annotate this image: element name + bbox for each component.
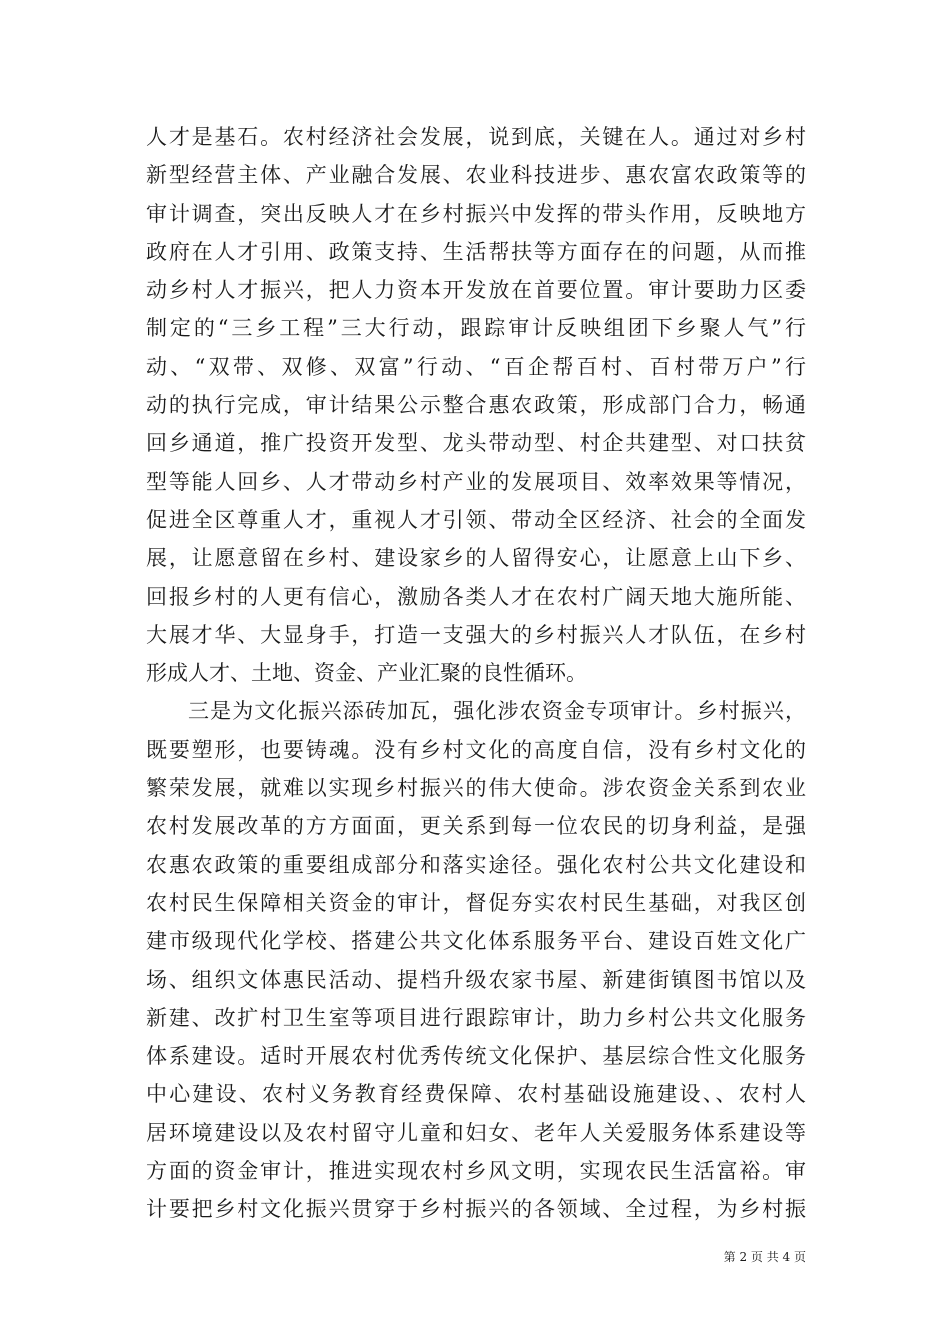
text-line: 场、组织文体惠民活动、提档升级农家书屋、新建街镇图书馆以及	[146, 967, 806, 992]
paragraph-first-line: 三是为文化振兴添砖加瓦，强化涉农资金专项审计。乡村振兴，	[188, 699, 806, 724]
text-line: 动的执行完成，审计结果公示整合惠农政策，形成部门合力，畅通	[146, 393, 806, 418]
text-line: 农村民生保障相关资金的审计，督促夯实农村民生基础，对我区创	[146, 890, 806, 915]
text-line: 方面的资金审计，推进实现农村乡风文明，实现农民生活富裕。审	[146, 1159, 806, 1184]
text-line: 既要塑形，也要铸魂。没有乡村文化的高度自信，没有乡村文化的	[146, 737, 806, 762]
text-line: 型等能人回乡、人才带动乡村产业的发展项目、效率效果等情况，	[146, 469, 806, 494]
text-line: 中心建设、农村义务教育经费保障、农村基础设施建设、、农村人	[146, 1082, 806, 1107]
text-line: 新建、改扩村卫生室等项目进行跟踪审计，助力乡村公共文化服务	[146, 1005, 806, 1030]
text-line: 形成人才、土地、资金、产业汇聚的良性循环。	[146, 661, 587, 686]
text-line: 人才是基石。农村经济社会发展，说到底，关键在人。通过对乡村	[146, 125, 806, 149]
text-line: 农惠农政策的重要组成部分和落实途径。强化农村公共文化建设和	[146, 852, 806, 877]
text-line: 审计调查，突出反映人才在乡村振兴中发挥的带头作用，反映地方	[146, 201, 806, 226]
text-line: 促进全区尊重人才，重视人才引领、带动全区经济、社会的全面发	[146, 507, 806, 532]
text-line: 政府在人才引用、政策支持、生活帮扶等方面存在的问题，从而推	[146, 239, 806, 264]
text-line: 大展才华、大显身手，打造一支强大的乡村振兴人才队伍，在乡村	[146, 622, 806, 647]
text-line: 体系建设。适时开展农村优秀传统文化保护、基层综合性文化服务	[146, 1044, 806, 1069]
text-line: 动、“双带、双修、双富”行动、“百企帮百村、百村带万户”行	[146, 354, 806, 379]
text-line: 计要把乡村文化振兴贯穿于乡村振兴的各领域、全过程，为乡村振	[146, 1197, 806, 1222]
text-line: 新型经营主体、产业融合发展、农业科技进步、惠农富农政策等的	[146, 163, 806, 188]
text-line: 展，让愿意留在乡村、建设家乡的人留得安心，让愿意上山下乡、	[146, 546, 806, 571]
text-line: 动乡村人才振兴，把人力资本开发放在首要位置。审计要助力区委	[146, 278, 806, 303]
text-line: 繁荣发展，就难以实现乡村振兴的伟大使命。涉农资金关系到农业	[146, 776, 806, 801]
text-line: 农村发展改革的方方面面，更关系到每一位农民的切身利益，是强	[146, 814, 806, 839]
text-line: 建市级现代化学校、搭建公共文化体系服务平台、建设百姓文化广	[146, 929, 806, 954]
text-line: 回乡通道，推广投资开发型、龙头带动型、村企共建型、对口扶贫	[146, 431, 806, 456]
text-line: 回报乡村的人更有信心，激励各类人才在农村广阔天地大施所能、	[146, 584, 806, 609]
page-number-footer: 第 2 页 共 4 页	[723, 1250, 806, 1264]
text-line: 居环境建设以及农村留守儿童和妇女、老年人关爱服务体系建设等	[146, 1120, 806, 1145]
text-line: 制定的“三乡工程”三大行动，跟踪审计反映组团下乡聚人气”行	[146, 316, 806, 341]
body-text	[146, 118, 806, 1229]
